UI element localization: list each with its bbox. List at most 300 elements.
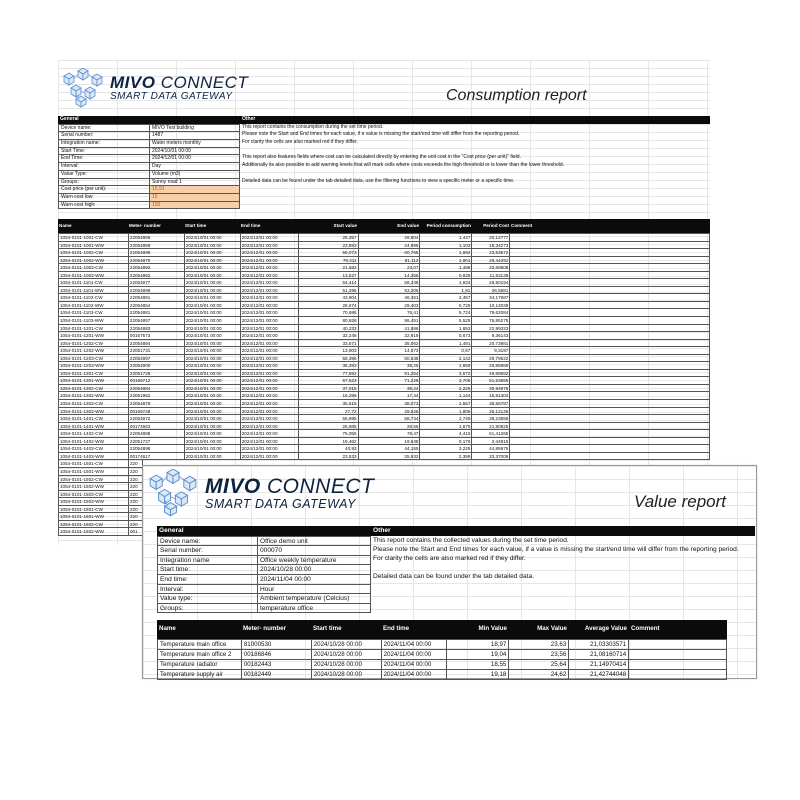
mivo-cubes-icon (60, 68, 106, 108)
table-cell: 22054879 (129, 400, 185, 408)
table-cell: 26,44291 (472, 257, 510, 265)
general-label: Value Type: (59, 171, 150, 179)
table-row (158, 660, 727, 670)
table-cell: 2024/10/01 00:00 (185, 242, 241, 250)
table-row (59, 347, 710, 355)
table-row (158, 650, 727, 660)
table-cell: 2024/11/04 00:00 (382, 650, 448, 660)
other-text-line: This report contains the collected values during the set time period. (373, 536, 569, 544)
table-row (59, 453, 710, 461)
table-cell: 2024/12/01 00:00 (241, 377, 299, 385)
general-value: 1487 (150, 132, 240, 140)
general-row (158, 537, 371, 547)
column-header: Start time (313, 625, 342, 633)
table-cell: 1054-0101-1001-CW (59, 234, 129, 242)
other-text-line (242, 147, 710, 155)
table-cell: 67,523 (299, 377, 359, 385)
table-cell (510, 242, 710, 250)
table-cell: 1054-0101-1203-CW (59, 355, 129, 363)
general-label: Serial number: (59, 132, 150, 140)
table-cell: 38,23859 (472, 415, 510, 423)
general-label: Integration name (158, 556, 258, 566)
other-text-line: This report also features fields where cost can be calculated directly by entering the unit cost in the "Cost price (per unit)" field. (242, 154, 521, 161)
table-cell: 2024/12/01 00:00 (241, 408, 299, 416)
table-cell: 22054895 (129, 249, 185, 257)
table-cell: 9,36143 (472, 332, 510, 340)
general-label: Warn cost high: (59, 202, 150, 210)
general-value: 15 (150, 194, 240, 202)
table-cell: 23,53572 (472, 249, 510, 257)
other-text-line: Please note the Start and End times for each value, if a value is missing the start/end time will differ from the reporting period. (373, 545, 739, 553)
table-cell: 2024/12/01 00:00 (241, 309, 299, 317)
table-row (59, 498, 143, 506)
table-cell: 9,3197 (472, 347, 510, 355)
table-cell: 3,705 (420, 377, 472, 385)
table-cell: 35,516 (299, 400, 359, 408)
table-cell: 35,062 (359, 340, 421, 348)
table-cell (510, 392, 710, 400)
table-cell: 41,886 (359, 325, 421, 333)
table-cell: 22051952 (129, 392, 185, 400)
table-cell: 220 (129, 468, 143, 476)
table-cell: 2024/12/01 00:00 (241, 423, 299, 431)
general-label: Device name: (158, 537, 258, 547)
table-cell: 24,996 (359, 242, 421, 250)
table-cell: 18,97 (447, 640, 509, 650)
general-value: Sunny road 1 (150, 179, 240, 187)
column-header: Name (59, 223, 72, 228)
table-cell: 1054-0101-1202-WW (59, 347, 129, 355)
table-cell: 13,527 (299, 272, 359, 280)
general-header: General (58, 116, 240, 124)
table-cell: 23,07 (359, 264, 421, 272)
table-cell: 1054-0101-1501-WW (59, 468, 129, 476)
table-cell (510, 287, 710, 295)
general-row (59, 179, 240, 187)
column-header: Start value (333, 223, 357, 228)
table-cell: 2024/10/01 00:00 (185, 355, 241, 363)
table-cell: 70,686 (299, 309, 359, 317)
other-text-line: For clarity the cells are also marked red if they differ. (242, 139, 358, 146)
table-cell (510, 325, 710, 333)
table-cell: 1054-0101-1301-WW (59, 377, 129, 385)
table-cell: 2024/11/04 00:00 (382, 640, 448, 650)
table-cell (510, 347, 710, 355)
general-label: Warn cost low: (59, 194, 150, 202)
table-cell: 18,55 (447, 660, 509, 670)
table-cell: 1054-0101-1602-WW (59, 528, 129, 536)
table-cell: 1,901 (420, 257, 472, 265)
table-cell: 2,557 (420, 400, 472, 408)
general-value: 150 (150, 202, 240, 210)
table-cell: 2024/10/01 00:00 (185, 377, 241, 385)
table-cell: 1054-0101-1401-CW (59, 415, 129, 423)
table-cell: 1054-0101-1003-CW (59, 264, 129, 272)
general-value: Office weekly temperature (258, 556, 371, 566)
table-row (59, 491, 143, 499)
table-cell: 26,90194 (472, 279, 510, 287)
table-cell (510, 309, 710, 317)
table-row (59, 513, 143, 521)
table-cell: 2024/10/01 00:00 (185, 294, 241, 302)
table-cell: 22,99323 (472, 325, 510, 333)
table-cell (510, 294, 710, 302)
general-value: Day (150, 163, 240, 171)
table-header-row (157, 620, 727, 639)
table-cell: 1,447 (420, 234, 472, 242)
table-cell: 61,41265 (472, 430, 510, 438)
table-cell: 58,396 (299, 355, 359, 363)
table-cell: 26,985 (299, 423, 359, 431)
table-cell: 21,90825 (472, 423, 510, 431)
table-cell: 22054898 (129, 445, 185, 453)
table-cell: 21,03303571 (569, 640, 629, 650)
table-row (59, 400, 710, 408)
table-cell: 001 (129, 528, 143, 536)
table-cell: 17,44 (359, 392, 421, 400)
table-cell: 2024/10/01 00:00 (185, 430, 241, 438)
table-row (59, 287, 710, 295)
table-cell: 23,893 (299, 242, 359, 250)
table-cell: 19,462 (299, 438, 359, 446)
table-cell: 2024/12/01 00:00 (241, 370, 299, 378)
table-cell: 1054-0101-1103-WW (59, 317, 129, 325)
table-cell: 81,112 (359, 257, 421, 265)
report-title: Consumption report (446, 87, 587, 104)
general-row (158, 604, 371, 614)
table-row (59, 242, 710, 250)
table-cell: 2024/12/01 00:00 (241, 362, 299, 370)
table-cell: 220 (129, 460, 143, 468)
table-row (59, 423, 710, 431)
table-cell: 2024/10/01 00:00 (185, 325, 241, 333)
table-cell: 1,692 (420, 249, 472, 257)
table-cell: 21,08160714 (569, 650, 629, 660)
table-cell: 10,14039 (472, 302, 510, 310)
table-cell: 2024/10/01 00:00 (185, 392, 241, 400)
table-cell: 1054-0101-1503-WW (59, 498, 129, 506)
logo-brand-bold: MIVO (205, 474, 261, 498)
table-cell: 1054-0101-1601-CW (59, 506, 129, 514)
table-row (59, 483, 143, 491)
table-cell: 2024/11/04 00:00 (382, 670, 448, 680)
table-cell: 60,538 (359, 355, 421, 363)
table-cell: 25,932 (359, 453, 421, 461)
table-cell (510, 272, 710, 280)
general-row (59, 125, 240, 133)
general-value: Office demo unit (258, 537, 371, 547)
table-cell: 2024/10/01 00:00 (185, 332, 241, 340)
other-text-line: Additionally its also possible to add warning levels that will mark cells where costs exceeds the high threshold or is lower than the lower threshold. (242, 162, 565, 169)
column-header: End time (241, 223, 261, 228)
table-cell: 2024/10/01 00:00 (185, 362, 241, 370)
table-cell: 2024/10/01 00:00 (185, 249, 241, 257)
table-cell: 21,582 (299, 264, 359, 272)
table-cell: 38,25 (359, 362, 421, 370)
table-row (59, 506, 143, 514)
general-label: Interval: (158, 585, 258, 595)
table-cell: 2024/10/01 00:00 (185, 340, 241, 348)
table-cell: Temperature supply air (158, 670, 242, 680)
other-header: Other (240, 116, 710, 124)
other-info-panel (371, 526, 755, 581)
table-cell: 1,806 (420, 408, 472, 416)
table-cell: 00169748 (129, 408, 185, 416)
table-cell: 00157573 (129, 332, 185, 340)
column-header: End time (383, 625, 410, 633)
table-cell: 2,225 (420, 385, 472, 393)
general-label: Interval: (59, 163, 150, 171)
general-row (158, 575, 371, 585)
table-cell: 29,526 (359, 408, 421, 416)
general-row (158, 594, 371, 604)
table-cell: 79,47 (359, 430, 421, 438)
table-cell: 1054-0101-1201-WW (59, 332, 129, 340)
logo-tagline: SMART DATA GATEWAY (205, 496, 356, 511)
table-cell (510, 362, 710, 370)
table-cell: 2024/10/01 00:00 (185, 408, 241, 416)
table-cell (510, 408, 710, 416)
table-cell: 2024/10/01 00:00 (185, 347, 241, 355)
table-cell: 19,18 (447, 670, 509, 680)
table-cell: 21,42744048 (569, 670, 629, 680)
table-cell: 2024/12/01 00:00 (241, 332, 299, 340)
table-cell: 220 (129, 483, 143, 491)
table-cell: 1054-0101-1101-WW (59, 287, 129, 295)
general-row (59, 163, 240, 171)
table-cell: 54,414 (299, 279, 359, 287)
column-header: Period Cost (483, 223, 509, 228)
table-cell: 1054-0101-1002-WW (59, 257, 129, 265)
other-text-line (373, 563, 755, 572)
table-cell: 220 (129, 506, 143, 514)
table-row (59, 332, 710, 340)
table-cell: 49,68652 (472, 370, 510, 378)
table-cell: Temperature radiator (158, 660, 242, 670)
table-row (59, 476, 143, 484)
table-cell: 43,904 (299, 294, 359, 302)
general-row (59, 194, 240, 202)
mivo-cubes-icon (145, 469, 201, 517)
column-header: Max Value (537, 625, 567, 633)
table-cell: 32,919 (359, 332, 421, 340)
table-cell: 1,491 (420, 340, 472, 348)
table-cell: 79,62084 (472, 309, 510, 317)
general-header: General (157, 526, 371, 536)
table-cell: 2024/10/01 00:00 (185, 415, 241, 423)
table-cell: 2024/10/01 00:00 (185, 438, 241, 446)
table-cell: 26,5681 (472, 287, 510, 295)
table-cell: 23,533 (299, 453, 359, 461)
table-row (59, 385, 710, 393)
table-cell (510, 257, 710, 265)
table-cell: 25,85869 (472, 362, 510, 370)
other-info-panel (240, 116, 710, 185)
table-cell: 220 (129, 491, 143, 499)
table-cell: 2024/10/01 00:00 (185, 370, 241, 378)
general-value: 2024/10/01 00:00 (150, 148, 240, 156)
general-label: Serial number: (158, 546, 258, 556)
table-cell (510, 234, 710, 242)
table-cell: 2024/10/28 00:00 (312, 670, 382, 680)
table-cell: 25,12146 (472, 408, 510, 416)
table-cell (510, 279, 710, 287)
table-cell: 2024/12/01 00:00 (241, 445, 299, 453)
table-cell: 2024/10/01 00:00 (185, 400, 241, 408)
general-row (59, 202, 240, 210)
table-cell: 81,264 (359, 370, 421, 378)
column-header: Comment (511, 223, 533, 228)
other-text-line: Please note the Start and End times for each value, if a value is missing the start/end time will differ from the reporting period. (242, 131, 520, 138)
table-cell: 2024/10/01 00:00 (185, 279, 241, 287)
table-cell: 2024/12/01 00:00 (241, 355, 299, 363)
table-cell: 22054888 (129, 430, 185, 438)
table-cell: 22051727 (129, 438, 185, 446)
general-value: 15,91 (150, 186, 240, 194)
table-cell: 2024/12/01 00:00 (241, 347, 299, 355)
table-cell: 80,926 (299, 317, 359, 325)
table-cell: 26,804 (359, 234, 421, 242)
table-cell: 60,765 (359, 249, 421, 257)
table-cell: 56,348 (359, 279, 421, 287)
table-cell (510, 249, 710, 257)
table-cell: 30,94975 (472, 385, 510, 393)
general-row (59, 155, 240, 163)
table-cell: 00182449 (242, 670, 312, 680)
mivo-logo (145, 469, 374, 517)
table-cell: 1054-0101-1102-WW (59, 302, 129, 310)
table-cell: 1054-0101-1302-CW (59, 385, 129, 393)
table-row (59, 234, 710, 242)
table-cell: 2,457 (420, 294, 472, 302)
column-header: Average Value (584, 625, 627, 633)
logo-brand-bold: MIVO (110, 73, 156, 92)
general-value: Hour (258, 585, 371, 595)
general-label: Groups: (59, 179, 150, 187)
table-cell (510, 430, 710, 438)
other-text-line: This report contains the consumption during the set time period. (242, 123, 384, 130)
table-cell: 2,44816 (472, 438, 510, 446)
table-cell: 25,64 (509, 660, 569, 670)
table-cell: 22051731 (129, 347, 185, 355)
table-cell: 2024/12/01 00:00 (241, 264, 299, 272)
table-cell (510, 340, 710, 348)
table-cell (629, 660, 727, 670)
table-cell: 22054886 (129, 234, 185, 242)
table-cell: 77,692 (299, 370, 359, 378)
column-header: Min Value (478, 625, 507, 633)
table-cell: 1054-0101-1101-CW (59, 279, 129, 287)
table-cell: 19,638 (359, 438, 421, 446)
table-cell (629, 650, 727, 660)
table-row (59, 445, 710, 453)
table-cell: 2024/12/01 00:00 (241, 234, 299, 242)
table-cell: 22054900 (129, 362, 185, 370)
table-cell: 2,142 (420, 355, 472, 363)
table-row (59, 302, 710, 310)
general-row (59, 132, 240, 140)
table-cell: 2024/10/01 00:00 (185, 445, 241, 453)
table-row (59, 438, 710, 446)
table-cell: 2024/10/28 00:00 (312, 660, 382, 670)
table-cell: 2024/12/01 00:00 (241, 400, 299, 408)
table-cell: 53,206 (359, 287, 421, 295)
table-cell (510, 445, 710, 453)
table-cell (629, 670, 727, 680)
table-cell: 22054896 (129, 287, 185, 295)
table-cell: 1,488 (420, 264, 472, 272)
table-row (59, 362, 710, 370)
other-text-line (242, 170, 710, 178)
table-header-row (58, 219, 710, 233)
table-cell: 14,573 (359, 347, 421, 355)
table-cell: 2024/12/01 00:00 (241, 257, 299, 265)
table-cell: 2,749 (420, 415, 472, 423)
table-cell: 79,211 (299, 257, 359, 265)
table-cell: 29,403 (359, 302, 421, 310)
column-header: Period consumption (426, 223, 471, 228)
general-label: Groups: (158, 604, 258, 614)
table-cell: 2024/12/01 00:00 (241, 317, 299, 325)
logo-brand-light: CONNECT (267, 474, 375, 498)
general-label: End time: (158, 575, 258, 585)
table-cell (510, 264, 710, 272)
table-cell: 86,451 (359, 317, 421, 325)
other-text-line: For clarity the cells are also marked red if they differ. (373, 554, 526, 562)
table-cell: 1054-0101-1302-WW (59, 392, 129, 400)
table-cell: 1054-0101-1503-CW (59, 491, 129, 499)
table-cell: 0,673 (420, 332, 472, 340)
table-cell (510, 438, 710, 446)
table-cell: 220 (129, 498, 143, 506)
table-cell: 1054-0101-1501-CW (59, 460, 129, 468)
table-cell: 22054894 (129, 340, 185, 348)
table-cell: 2,399 (420, 453, 472, 461)
table-cell: 22054881 (129, 309, 185, 317)
table-cell: 59,073 (299, 249, 359, 257)
table-cell: 55,995 (299, 415, 359, 423)
column-header: End value (397, 223, 419, 228)
table-cell: 76,85275 (472, 317, 510, 325)
table-cell: 1,575 (420, 423, 472, 431)
table-cell: 00174663 (129, 423, 185, 431)
table-cell: 15,91304 (472, 392, 510, 400)
table-cell: 2024/10/01 00:00 (185, 317, 241, 325)
column-header: Start time (185, 223, 207, 228)
table-cell: 1054-0101-1201-CW (59, 325, 129, 333)
general-label: Value type: (158, 594, 258, 604)
table-cell: 16,296 (299, 392, 359, 400)
table-cell: 2024/10/28 00:00 (312, 650, 382, 660)
table-cell: 1054-0101-1303-WW (59, 408, 129, 416)
general-row (158, 585, 371, 595)
table-cell: 44,85975 (472, 445, 510, 453)
table-cell: 2024/11/04 00:00 (382, 660, 448, 670)
table-row (59, 408, 710, 416)
table-cell: 2024/12/01 00:00 (241, 392, 299, 400)
table-cell: 220 (129, 476, 143, 484)
table-cell: 2024/10/01 00:00 (185, 423, 241, 431)
table-cell (510, 400, 710, 408)
table-cell: 2024/12/01 00:00 (241, 242, 299, 250)
general-value: Ambient temperature (Celcius) (258, 594, 371, 604)
mivo-logo (60, 68, 248, 108)
general-row (158, 556, 371, 566)
table-cell: 1054-0101-1203-WW (59, 362, 129, 370)
table-cell: 2024/12/01 00:00 (241, 294, 299, 302)
table-cell: 1054-0101-1402-WW (59, 438, 129, 446)
table-cell: 1054-0101-1402-CW (59, 430, 129, 438)
